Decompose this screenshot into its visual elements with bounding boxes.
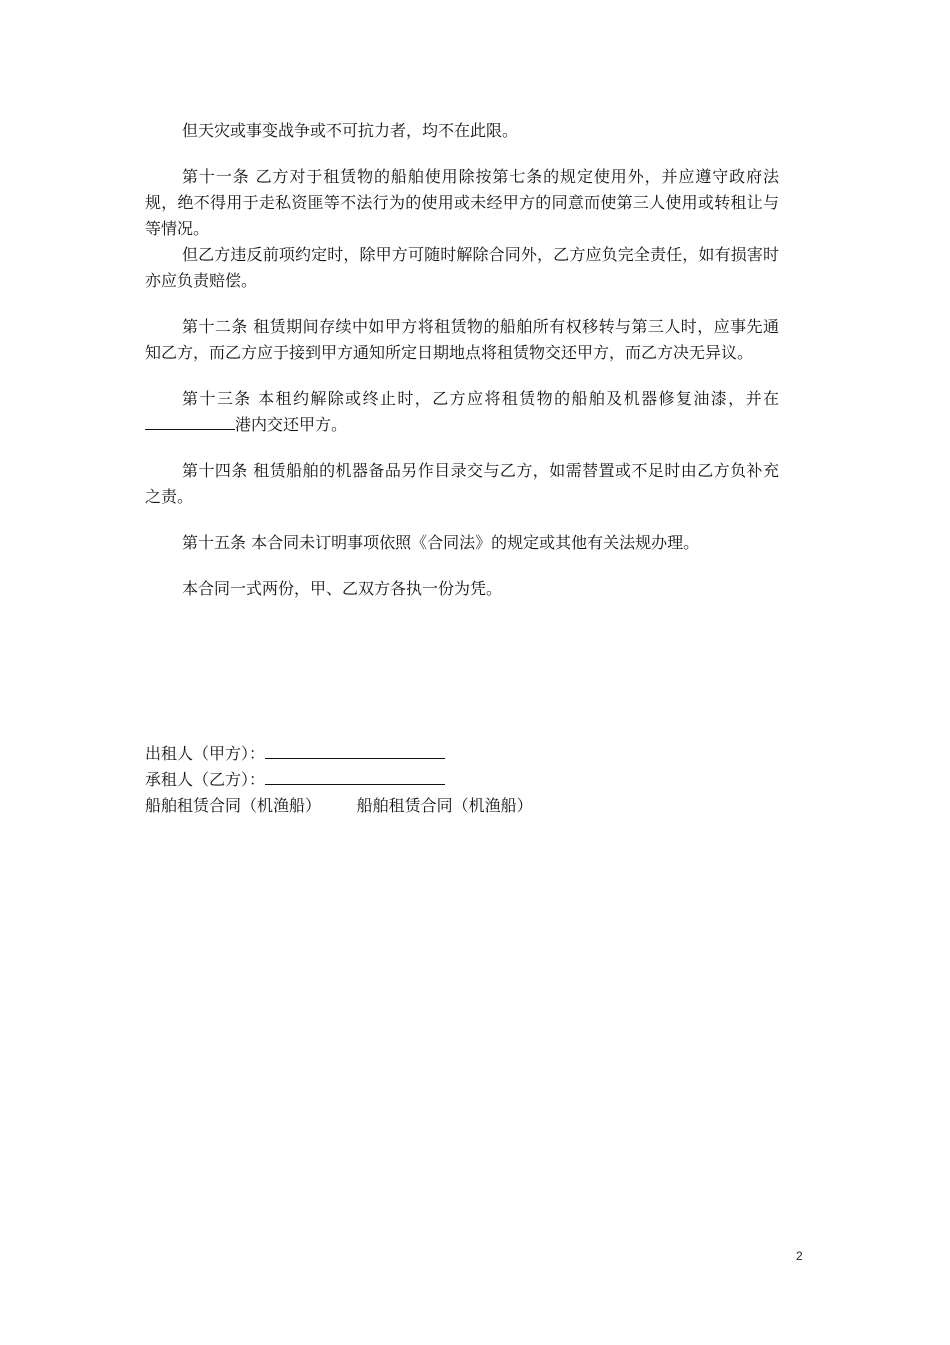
lessee-signature-line xyxy=(265,770,445,785)
article-11: 第十一条 乙方对于租赁物的船舶使用除按第七条的规定使用外，并应遵守政府法规，绝不得用于走私资匪等不法行为的使用或未经甲方的同意而使第三人使用或转租让与等情况。 xyxy=(145,167,779,238)
lessee-line xyxy=(145,767,795,793)
lessee-label: 承租人（乙方）： xyxy=(145,770,266,789)
document-title-footer: 船舶租赁合同（机渔船） 船舶租赁合同（机渔船） xyxy=(145,796,533,815)
contract-body xyxy=(145,118,779,602)
paragraph-force-majeure: 但天灾或事变战争或不可抗力者，均不在此限。 xyxy=(182,121,519,140)
lessor-line xyxy=(145,741,795,767)
article-11-breach: 但乙方违反前项约定时，除甲方可随时解除合同外，乙方应负完全责任，如有损害时亦应负责赔偿。 xyxy=(145,245,779,290)
article-13 xyxy=(145,386,779,438)
page-number: 2 xyxy=(796,1249,803,1263)
signature-block xyxy=(145,741,795,819)
article-14: 第十四条 租赁船舶的机器备品另作目录交与乙方，如需替置或不足时由乙方负补充之责。 xyxy=(145,461,779,506)
lessor-label: 出租人（甲方）： xyxy=(145,744,266,763)
article-13-text: 第十三条 本租约解除或终止时，乙方应将租赁物的船舶及机器修复油漆，并在 xyxy=(182,389,779,408)
article-15: 第十五条 本合同未订明事项依照《合同法》的规定或其他有关法规办理。 xyxy=(182,533,700,552)
lessor-signature-line xyxy=(265,744,445,759)
article-12: 第十二条 租赁期间存续中如甲方将租赁物的船舶所有权移转与第三人时，应事先通知乙方，而乙方应于接到甲方通知所定日期地点将租赁物交还甲方，而乙方决无异议。 xyxy=(145,317,779,362)
port-blank-line xyxy=(145,415,235,430)
article-13-text-end: 港内交还甲方。 xyxy=(235,415,348,434)
copies-clause: 本合同一式两份，甲、乙双方各执一份为凭。 xyxy=(182,579,503,598)
